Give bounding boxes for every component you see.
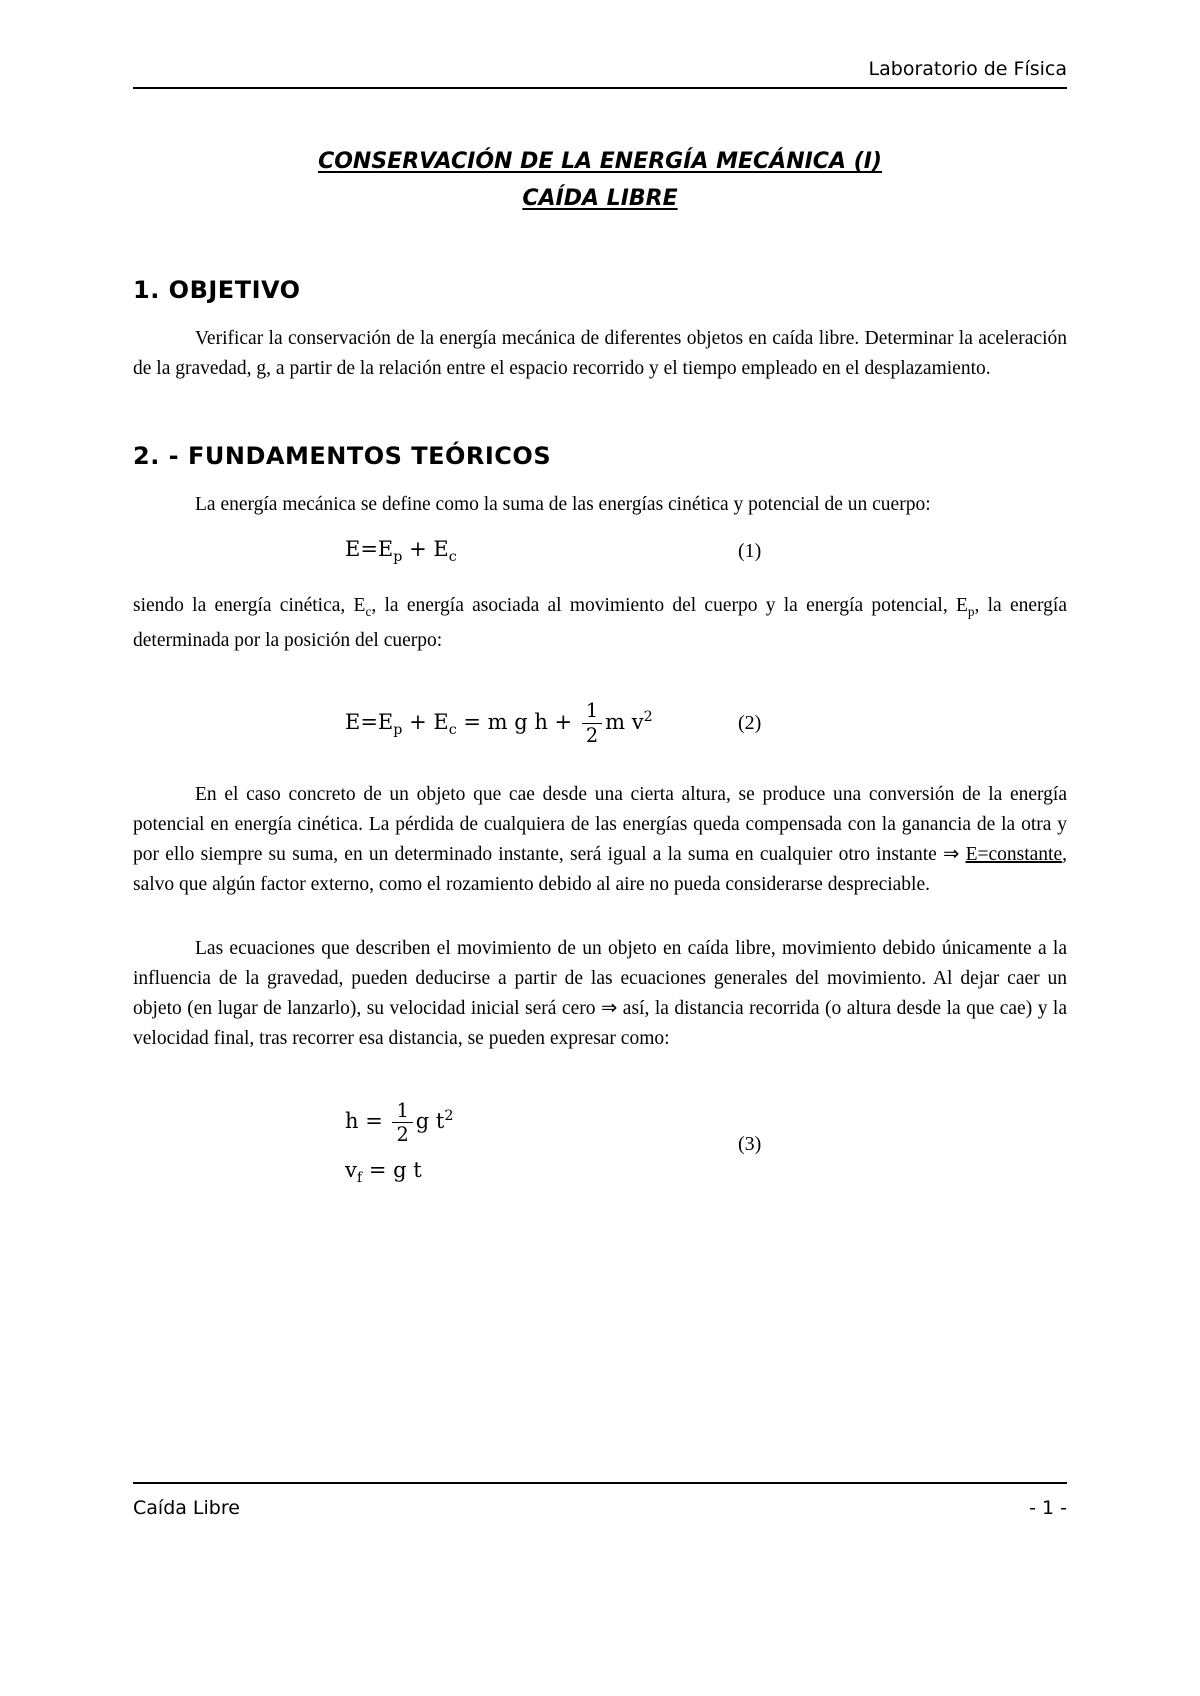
fundamentos-paragraph-3: [133, 780, 1067, 900]
document-title: [133, 143, 1067, 218]
eq2-term-a: E=E: [345, 709, 394, 734]
fundamentos-paragraph-4: Las ecuaciones que describen el movimiento de un objeto en caída libre, movimiento debido únicamente a la influencia de la gravedad, pueden deducirse a partir de las ecuaciones generales del movimiento. Al dejar caer un objeto (en lugar de lanzarlo), su velocidad inicial será cero ⇒ así, la distancia recorrida (o altura desde la que cae) y la velocidad final, tras recorrer esa distancia, se pueden expresar como:: [133, 937, 1067, 1049]
header-text: Laboratorio de Física: [868, 58, 1067, 80]
eq3-l1-sup-2: 2: [444, 1108, 454, 1125]
eq1-term-b: + E: [402, 536, 449, 561]
title-line-2: CAÍDA LIBRE: [522, 186, 678, 212]
header-rule: [133, 87, 1067, 89]
eq2-term-b: + E: [402, 709, 449, 734]
eq3-l2-sub-f: f: [356, 1170, 363, 1187]
objetivo-paragraph: Verificar la conservación de la energía mecánica de diferentes objetos en caída libre. Determinar la aceleración de la gravedad, g, a partir de la relación entre el espacio recorrido y el tiempo empleado en el desplazamiento.: [133, 327, 1067, 379]
equation-2: [133, 700, 1067, 745]
footer-page-number: - 1 -: [1029, 1497, 1067, 1519]
equation-2-number: (2): [738, 712, 762, 735]
fundamentos-paragraph-2: [133, 591, 1067, 657]
equation-3-line-2: [345, 1157, 1067, 1188]
p2-sub-c: c: [365, 603, 372, 619]
eq3-l1-term-b: g t: [415, 1109, 445, 1134]
section-2-heading: 2. - FUNDAMENTOS TEÓRICOS: [133, 441, 552, 470]
page-footer: [133, 1482, 1067, 1519]
section-1-heading: 1. OBJETIVO: [133, 275, 301, 304]
eq3-fraction-numerator: 1: [392, 1100, 412, 1123]
eq1-sub-c: c: [448, 548, 457, 565]
p2-text-b: , la energía asociada al movimiento del cuerpo y la energía potencial, E: [371, 594, 968, 616]
fundamentos-paragraph-1: La energía mecánica se define como la suma de las energías cinética y potencial de un cuerpo:: [195, 493, 931, 515]
eq2-fraction-numerator: 1: [582, 700, 602, 723]
equation-3: [133, 1100, 1067, 1188]
eq2-sub-p: p: [393, 721, 403, 738]
equation-3-line-1: [345, 1100, 1067, 1145]
p2-text-c: , la energía determinada por la posición del cuerpo:: [133, 594, 1067, 652]
p3-text-b: , salvo que algún factor externo, como el rozamiento debido al aire no pueda considerarse despreciable.: [133, 843, 1067, 895]
eq2-sup-2: 2: [643, 708, 653, 725]
eq2-term-d: m v: [605, 709, 644, 734]
page-header: [133, 58, 1067, 80]
footer-document-name: Caída Libre: [133, 1497, 240, 1519]
p3-emphasis-constante: E=constante: [965, 843, 1063, 865]
eq2-fraction-denominator: 2: [585, 723, 599, 747]
eq1-sub-p: p: [393, 548, 403, 565]
eq2-sub-c: c: [448, 721, 457, 738]
equation-3-number: (3): [738, 1133, 762, 1155]
equation-1: [133, 536, 1067, 567]
eq3-fraction: [392, 1100, 412, 1145]
equation-1-number: (1): [738, 540, 762, 563]
equation-2-formula: [345, 699, 653, 747]
eq3-l1-term-a: h =: [345, 1109, 390, 1134]
eq2-fraction: [582, 700, 602, 745]
equation-1-formula: [345, 536, 457, 565]
eq3-fraction-denominator: 2: [396, 1123, 409, 1147]
title-line-1: CONSERVACIÓN DE LA ENERGÍA MECÁNICA (I): [318, 149, 882, 174]
eq1-term-a: E=E: [345, 536, 394, 561]
p3-text-a: En el caso concreto de un objeto que cae desde una cierta altura, se produce una conversión de la energía potencial en energía cinética. La pérdida de cualquiera de las energías queda compensada con la ganancia de la otra y por ello siempre su suma, en un determinado instante, será igual a la suma en cualquier otro instante ⇒: [133, 783, 1067, 865]
eq2-term-c: = m g h +: [456, 709, 579, 734]
p2-text-a: siendo la energía cinética, E: [133, 594, 366, 616]
eq3-l2-term-b: = g t: [362, 1158, 422, 1183]
eq3-l2-term-a: v: [345, 1158, 357, 1183]
p2-sub-p: p: [967, 603, 975, 619]
